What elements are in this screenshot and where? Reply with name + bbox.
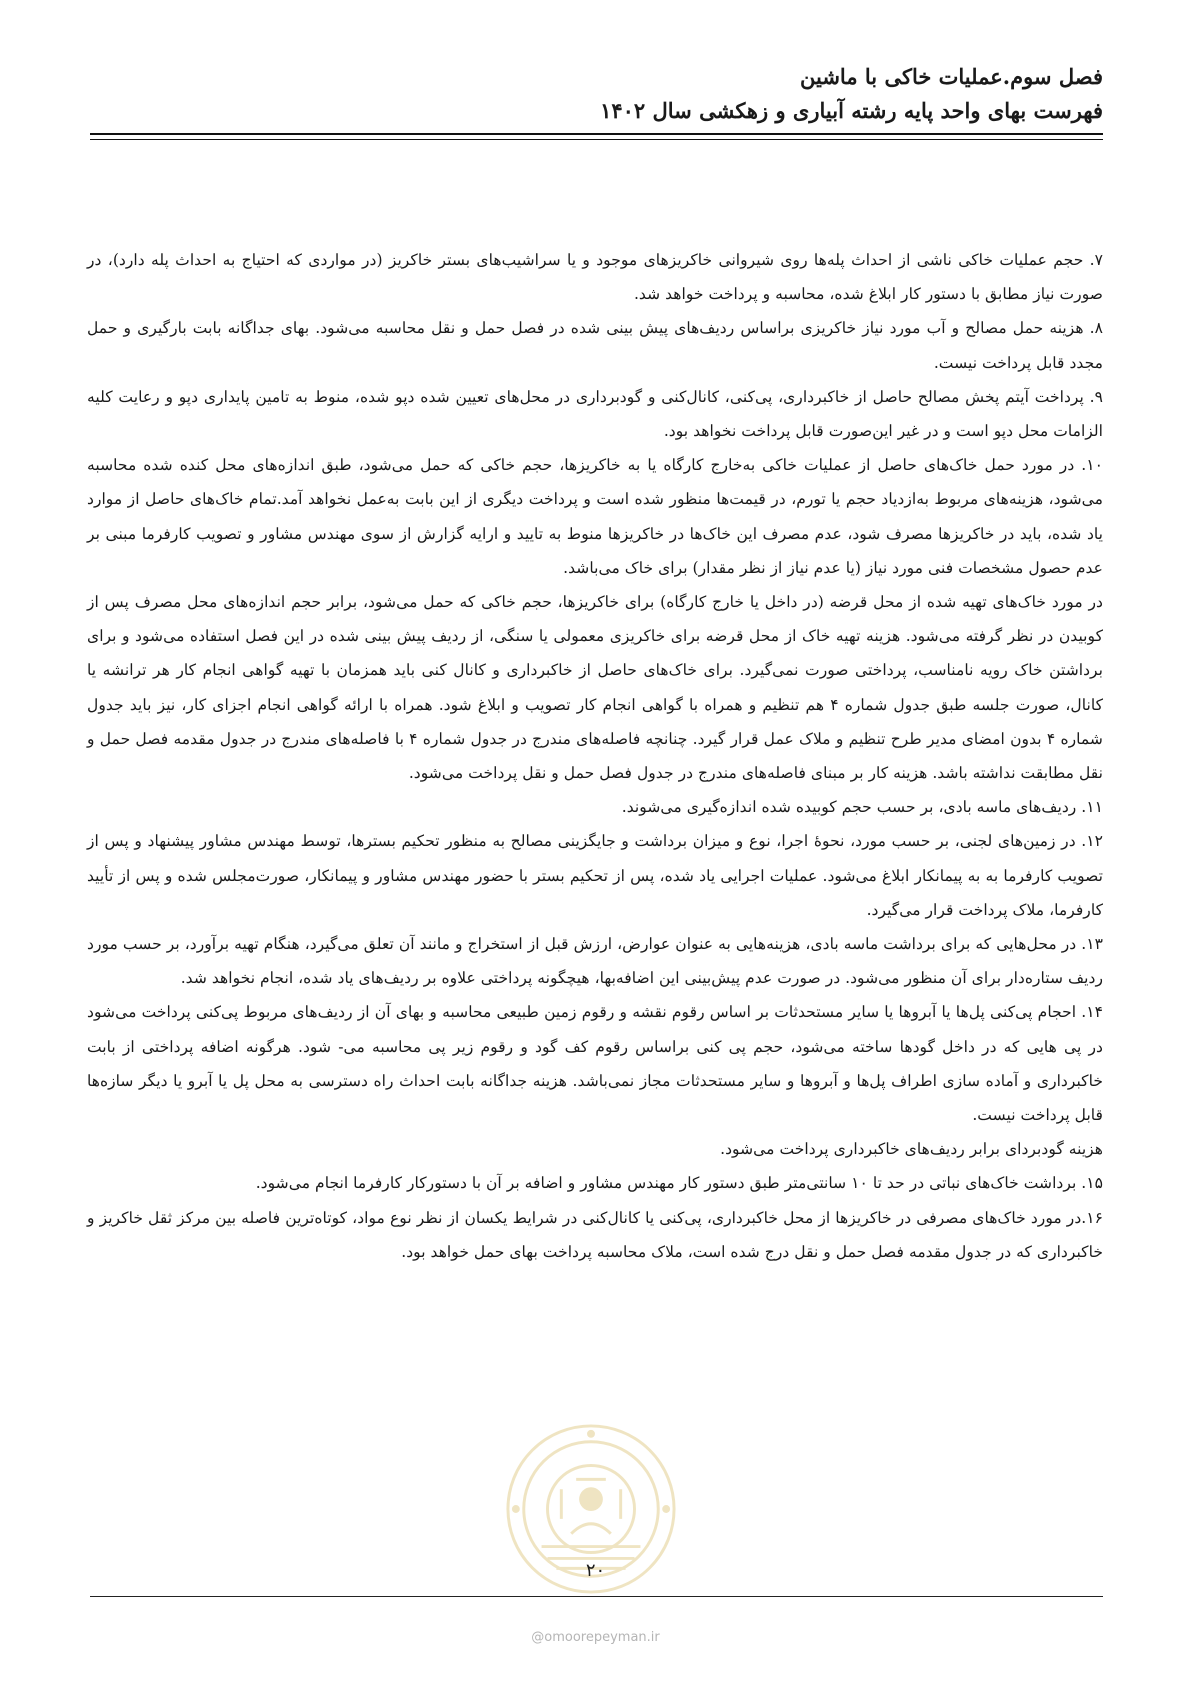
paragraph-15: ۱۵. برداشت خاک‌های نباتی در حد تا ۱۰ سانتی‌متر طبق دستور کار مهندس مشاور و اضافه بر آن با دستورکار کارفرما انجام می‌شود. (255, 1174, 1103, 1193)
paragraph-14: ۱۴. احجام پی‌کنی پل‌ها یا آبروها یا سایر مستحدثات بر اساس رقوم نقشه و رقوم زمین طبیعی محاسبه و بهای آن از ردیف‌های مربوط پی‌کنی پرداخت می‌شود در پی هایی که در داخل گودها ساخته می‌شود، حجم پی کنی براساس رقوم کف گود و رقوم زیر پی محاسبه می- شود. هرگونه اضافه پرداختی از بابت خاکبرداری و آماده سازی اطراف پل‌ها و آبروها و سایر مستحدثات مجاز نمی‌باشد. هزینه جداگانه بابت احداث راه دسترسی به محل پل یا آبرو یا دیگر سازه‌ها قابل پرداخت نیست. (87, 1003, 1103, 1125)
header-rule-thick (90, 133, 1103, 135)
paragraph-9: ۹. پرداخت آیتم پخش مصالح حاصل از خاکبرداری، پی‌کنی، کانال‌کنی و گودبرداری در محل‌های تعیین شده دپو شده، منوط به تامین پایداری دپو و رعایت کلیه الزامات محل دپو است و در غیر این‌صورت قابل پرداخت نخواهد بود. (87, 387, 1103, 441)
body-text (87, 243, 1103, 1269)
page-number: ۲۰ (585, 1560, 606, 1581)
paragraph-borrow-pit: در مورد خاک‌های تهیه شده از محل قرضه (در داخل یا خارج کارگاه) برای خاکریزها، حجم خاکی که حمل می‌شود، برابر حجم اندازه‌های محل مصرف پس از کوبیدن در نظر گرفته می‌شود. هزینه تهیه خاک از محل قرضه برای خاکریزی معمولی یا سنگی، از ردیف پیش بینی شده در این فصل استفاده می‌شود و برای برداشتن خاک رویه نامناسب، پرداختی صورت نمی‌گیرد. برای خاک‌های حاصل از خاکبرداری و کانال کنی باید همزمان با تهیه گواهی انجام کار هر ترانشه یا کانال، صورت جلسه طبق جدول شماره ۴ هم تنظیم و همراه با گواهی انجام کار تصویب و ابلاغ شود. همراه با ارائه گواهی انجام اجزای کار، نیز باید جدول شماره ۴ بدون امضای مدیر طرح تنظیم و ملاک عمل قرار گیرد. چنانچه فاصله‌های مندرج در جدول شماره ۴ با فاصله‌های مندرج در جدول مقدمه فصل حمل و نقل مطابقت نداشته باشد. هزینه کار بر مبنای فاصله‌های مندرج در جدول فصل حمل و نقل پرداخت می‌شود. (87, 593, 1104, 783)
paragraph-excavation-cost: هزینه گودبردای برابر ردیف‌های خاکبرداری پرداخت می‌شود. (720, 1140, 1103, 1159)
paragraph-11: ۱۱. ردیف‌های ماسه بادی، بر حسب حجم کوبیده شده اندازه‌گیری می‌شوند. (621, 798, 1103, 817)
paragraph-10: ۱۰. در مورد حمل خاک‌های حاصل از عملیات خاکی به‌خارج کارگاه یا به خاکریزها، حجم خاکی که حمل می‌شود، طبق اندازه‌های محل کنده شده محاسبه می‌شود، هزینه‌های مربوط به‌ازدیاد حجم یا تورم، در قیمت‌ها منظور شده است و پرداخت دیگری از این بابت به‌عمل نخواهد آمد.تمام خاک‌های حاصل از موارد یاد شده، باید در خاکریزها مصرف شود، عدم مصرف این خاک‌ها در خاکریزها منوط به تایید و ارایه گزارش از سوی مهندس مشاور و تصویب کارفرما مبنی بر عدم حصول مشخصات فنی مورد نیاز (یا عدم نیاز از نظر مقدار) برای خاک می‌باشد. (87, 456, 1103, 577)
page-header (90, 60, 1103, 128)
book-title: فهرست بهای واحد پایه رشته آبیاری و زهکشی سال ۱۴۰۲ (600, 98, 1103, 123)
paragraph-16: ۱۶.در مورد خاک‌های مصرفی در خاکریزها از محل خاکبرداری، پی‌کنی یا کانال‌کنی در شرایط یکسان از نظر نوع مواد، کوتاه‌ترین فاصله بین مرکز ثقل خاکریز و خاکبرداری که در جدول مقدمه فصل حمل و نقل درج شده است، ملاک محاسبه پرداخت بهای حمل خواهد بود. (87, 1208, 1103, 1261)
chapter-title: فصل سوم.عملیات خاکی با ماشین (800, 64, 1103, 89)
site-watermark-text: @omoorepeyman.ir (531, 1630, 660, 1645)
footer-rule (90, 1596, 1103, 1597)
paragraph-8: ۸. هزینه حمل مصالح و آب مورد نیاز خاکریزی براساس ردیف‌های پیش بینی شده در فصل حمل و نقل محاسبه می‌شود. بهای جداگانه بابت بارگیری و حمل مجدد قابل پرداخت نیست. (87, 319, 1103, 372)
paragraph-7: ۷. حجم عملیات خاکی ناشی از احداث پله‌ها روی شیروانی خاکریزهای موجود و یا سراشیب‌های بستر خاکریز (در مواردی که احتیاج به احداث پله دارد)، در صورت نیاز مطابق با دستور کار ابلاغ شده، محاسبه و پرداخت خواهد شد. (87, 251, 1103, 304)
header-rule-thin (90, 139, 1103, 140)
paragraph-13: ۱۳. در محل‌هایی که برای برداشت ماسه بادی، هزینه‌هایی به عنوان عوارض، ارزش قبل از استخراج و مانند آن تعلق می‌گیرد، هنگام تهیه برآورد، بر حسب مورد ردیف ستاره‌دار برای آن منظور می‌شود. در صورت عدم پیش‌بینی این اضافه‌بها، هیچگونه پرداختی علاوه بر ردیف‌های یاد شده، انجام نخواهد شد. (87, 935, 1103, 988)
paragraph-12: ۱۲. در زمین‌های لجنی، بر حسب مورد، نحوهٔ اجرا، نوع و میزان برداشت و جایگزینی مصالح به منظور تحکیم بسترها، توسط مهندس مشاور پیشنهاد و پس از تصویب کارفرما به به پیمانکار ابلاغ می‌شود. عملیات اجرایی یاد شده، پس از تحکیم بستر با حضور مهندس مشاور و پیمانکار، صورت‌مجلس شده و پس از تأیید کارفرما، ملاک پرداخت قرار می‌گیرد. (87, 832, 1103, 919)
